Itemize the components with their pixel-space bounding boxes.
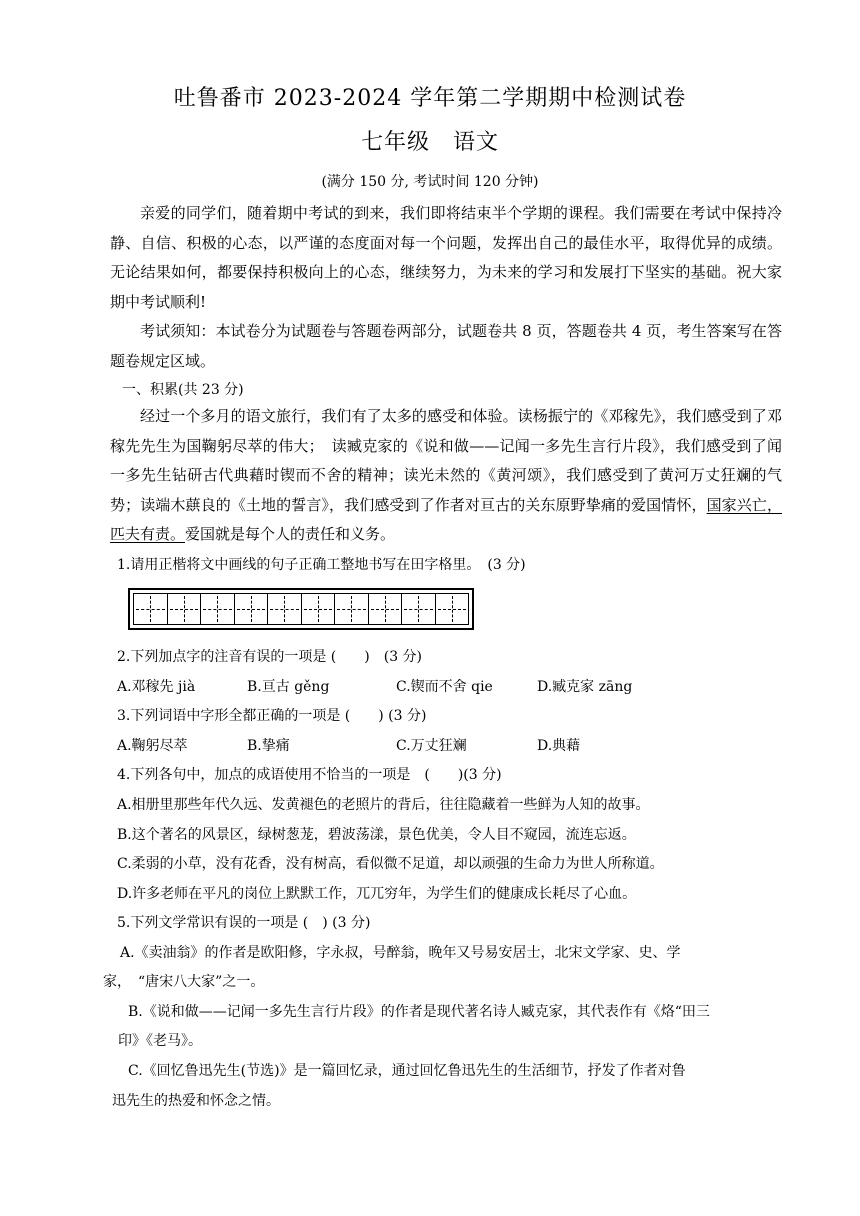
question-3: 3.下列词语中字形全都正确的一项是 ( ) (3 分) — [117, 708, 427, 724]
exam-subtitle: 七年级 语文 — [360, 130, 499, 155]
q5-option-b-line2: 印》《老马》。 — [118, 1033, 202, 1049]
q4-option-a: A.相册里那些年代久远、发黄褪色的老照片的背后，往往隐藏着一些鲜为人知的故事。 — [117, 797, 650, 813]
tianzige-cell[interactable] — [201, 594, 235, 624]
question-1: 1.请用正楷将文中画线的句子正确工整地书写在田字格里。 (3 分) — [117, 557, 526, 573]
q3-option-d: D.典藉 — [537, 738, 581, 754]
section-passage — [110, 402, 782, 550]
q2-option-c: C.锲而不舍 qie — [396, 679, 493, 695]
question-5: 5.下列文学常识有误的一项是 ( ) (3 分) — [117, 915, 371, 931]
tianzige-cell[interactable] — [335, 594, 369, 624]
tianzige-cell[interactable] — [134, 594, 168, 624]
q5-option-c-line1: C.《回忆鲁迅先生(节选)》是一篇回忆录，通过回忆鲁迅先生的生活细节，抒发了作者对鲁 — [128, 1063, 686, 1079]
tianzige-cell[interactable] — [302, 594, 336, 624]
question-4: 4.下列各句中，加点的成语使用不恰当的一项是 ( )(3 分) — [117, 767, 502, 783]
q5-option-a-line1: A.《卖油翁》的作者是欧阳修，字永叔，号醉翁，晚年又号易安居士，北宋文学家、史、学 — [120, 945, 681, 961]
passage-ending: 爱国就是每个人的责任和义务。 — [185, 525, 396, 544]
q5-option-a-line2: 家， “唐宋八大家”之一。 — [103, 974, 265, 990]
passage-text: 经过一个多月的语文旅行，我们有了太多的感受和体验。读杨振宁的《邓稼先》，我们感受到了邓稼先先生为国鞠躬尽萃的伟大； 读臧克家的《说和做——记闻一多先生言行片段》，我们感受到了闻一多先生钻研古代典藉时锲而不舍的精神；读光未然的《黄河颂》，我们感受到了黄河万丈狂斓的气势；读端木蕻良的《土地的誓言》，我们感受到了作者对亘古的关东原野挚痛的爱国情怀， — [110, 407, 782, 514]
q5-option-c-line2: 迅先生的热爱和怀念之情。 — [112, 1093, 280, 1109]
tianzige-cell[interactable] — [268, 594, 302, 624]
q3-option-c: C.万丈狂斓 — [396, 738, 467, 754]
underlined-sentence: 国家兴亡，匹夫有责。 — [110, 495, 782, 544]
q3-option-a: A.鞠躬尽萃 — [117, 738, 188, 754]
q2-option-d: D.臧克家 zāng — [537, 679, 633, 695]
q3-option-b: B.挚痛 — [247, 738, 290, 754]
tianzige-inner — [133, 593, 469, 625]
q2-option-b: B.亘古 gěng — [247, 679, 330, 695]
tianzige-cell[interactable] — [369, 594, 403, 624]
question-2: 2.下列加点字的注音有误的一项是 ( ) (3 分) — [117, 649, 423, 665]
q2-option-a: A.邓稼先 jià — [117, 679, 196, 695]
q4-option-b: B.这个著名的风景区，绿树葱茏，碧波荡漾，景色优美，令人目不窥园，流连忘返。 — [117, 827, 636, 843]
q4-option-c: C.柔弱的小草，没有花香，没有树高，看似微不足道，却以顽强的生命力为世人所称道。 — [117, 856, 664, 872]
tianzige-cell[interactable] — [402, 594, 436, 624]
tianzige-cell[interactable] — [436, 594, 469, 624]
exam-notice: 考试须知：本试卷分为试题卷与答题卷两部分，试题卷共 8 页，答题卷共 4 页，考生答案写在答题卷规定区域。 — [110, 322, 782, 370]
tianzige-cell[interactable] — [168, 594, 202, 624]
exam-title: 吐鲁番市 2023-2024 学年第二学期期中检测试卷 — [173, 86, 687, 111]
q5-option-b-line1: B.《说和做——记闻一多先生言行片段》的作者是现代著名诗人臧克家，其代表作有《烙“田三 — [128, 1004, 710, 1020]
intro-greeting: 亲爱的同学们，随着期中考试的到来，我们即将结束半个学期的课程。我们需要在考试中保持冷静、自信、积极的心态，以严谨的态度面对每一个问题，发挥出自己的最佳水平，取得优异的成绩。无论结果如何，都要保持积极向上的心态，继续努力，为未来的学习和发展打下坚实的基础。祝大家期中考试顺利! — [110, 204, 782, 311]
q4-option-d: D.许多老师在平凡的岗位上默默工作，兀兀穷年，为学生们的健康成长耗尽了心血。 — [117, 886, 637, 902]
exam-score-note: (满分 150 分, 考试时间 120 分钟) — [321, 174, 539, 190]
tianzige-cell[interactable] — [235, 594, 269, 624]
section-heading: 一、积累(共 23 分) — [122, 382, 244, 398]
tianzige-grid[interactable] — [128, 588, 474, 630]
